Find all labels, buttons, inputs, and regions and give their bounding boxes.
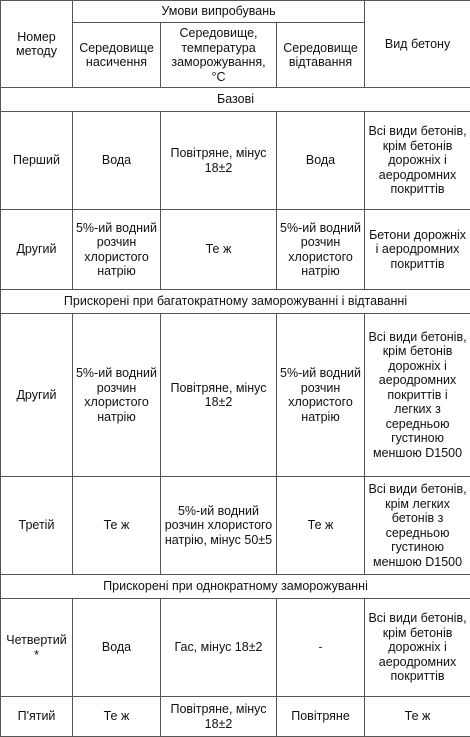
freezing-cell: 5%-ий водний розчин хлористого натрію, мінус 50±5 (161, 477, 277, 575)
thawing-cell: 5%-ий водний розчин хлористого натрію (277, 210, 365, 290)
concrete-type-cell: Всі види бетонів, крім бетонів дорожніх і аеродромних покриттів і легких з середньою густиною меншою D1500 (365, 314, 470, 477)
method-cell: Другий (1, 210, 73, 290)
method-cell: П'ятий (1, 697, 73, 737)
freezing-cell: Повітряне, мінус 18±2 (161, 697, 277, 737)
saturation-cell: Вода (73, 599, 161, 697)
section-title-accelerated-single: Прискорені при однократному заморожуванні (1, 575, 470, 599)
thawing-cell: - (277, 599, 365, 697)
concrete-type-cell: Бетони дорожніх і аеродромних покриттів (365, 210, 470, 290)
method-cell: Третій (1, 477, 73, 575)
header-test-conditions: Умови випробувань (73, 1, 365, 23)
method-cell: Перший (1, 112, 73, 210)
thawing-cell: Вода (277, 112, 365, 210)
freezing-cell: Повітряне, мінус 18±2 (161, 314, 277, 477)
header-thawing-medium: Середовище відтавання (277, 23, 365, 88)
concrete-type-cell: Всі види бетонів, крім бетонів дорожніх і аеродромних покриттів (365, 599, 470, 697)
header-concrete-type: Вид бетону (365, 1, 470, 88)
section-title-accelerated-multiple: Прискорені при багатократному заморожуванні і відтаванні (1, 290, 470, 314)
freezing-cell: Те ж (161, 210, 277, 290)
freezing-cell: Гас, мінус 18±2 (161, 599, 277, 697)
header-method-number: Номер методу (1, 1, 73, 88)
method-cell: Другий (1, 314, 73, 477)
saturation-cell: 5%-ий водний розчин хлористого натрію (73, 210, 161, 290)
saturation-cell: 5%-ий водний розчин хлористого натрію (73, 314, 161, 477)
thawing-cell: 5%-ий водний розчин хлористого натрію (277, 314, 365, 477)
header-saturation-medium: Середовище насичення (73, 23, 161, 88)
freezing-cell: Повітряне, мінус 18±2 (161, 112, 277, 210)
section-title-basic: Базові (1, 88, 470, 112)
header-freezing-medium: Середовище, температура заморожування, °С (161, 23, 277, 88)
thawing-cell: Те ж (277, 477, 365, 575)
method-cell: Четвертий * (1, 599, 73, 697)
thawing-cell: Повітряне (277, 697, 365, 737)
saturation-cell: Вода (73, 112, 161, 210)
saturation-cell: Те ж (73, 477, 161, 575)
saturation-cell: Те ж (73, 697, 161, 737)
concrete-type-cell: Те ж (365, 697, 470, 737)
concrete-type-cell: Всі види бетонів, крім бетонів дорожніх і аеродромних покриттів (365, 112, 470, 210)
concrete-type-cell: Всі види бетонів, крім легких бетонів з середньою густиною меншою D1500 (365, 477, 470, 575)
